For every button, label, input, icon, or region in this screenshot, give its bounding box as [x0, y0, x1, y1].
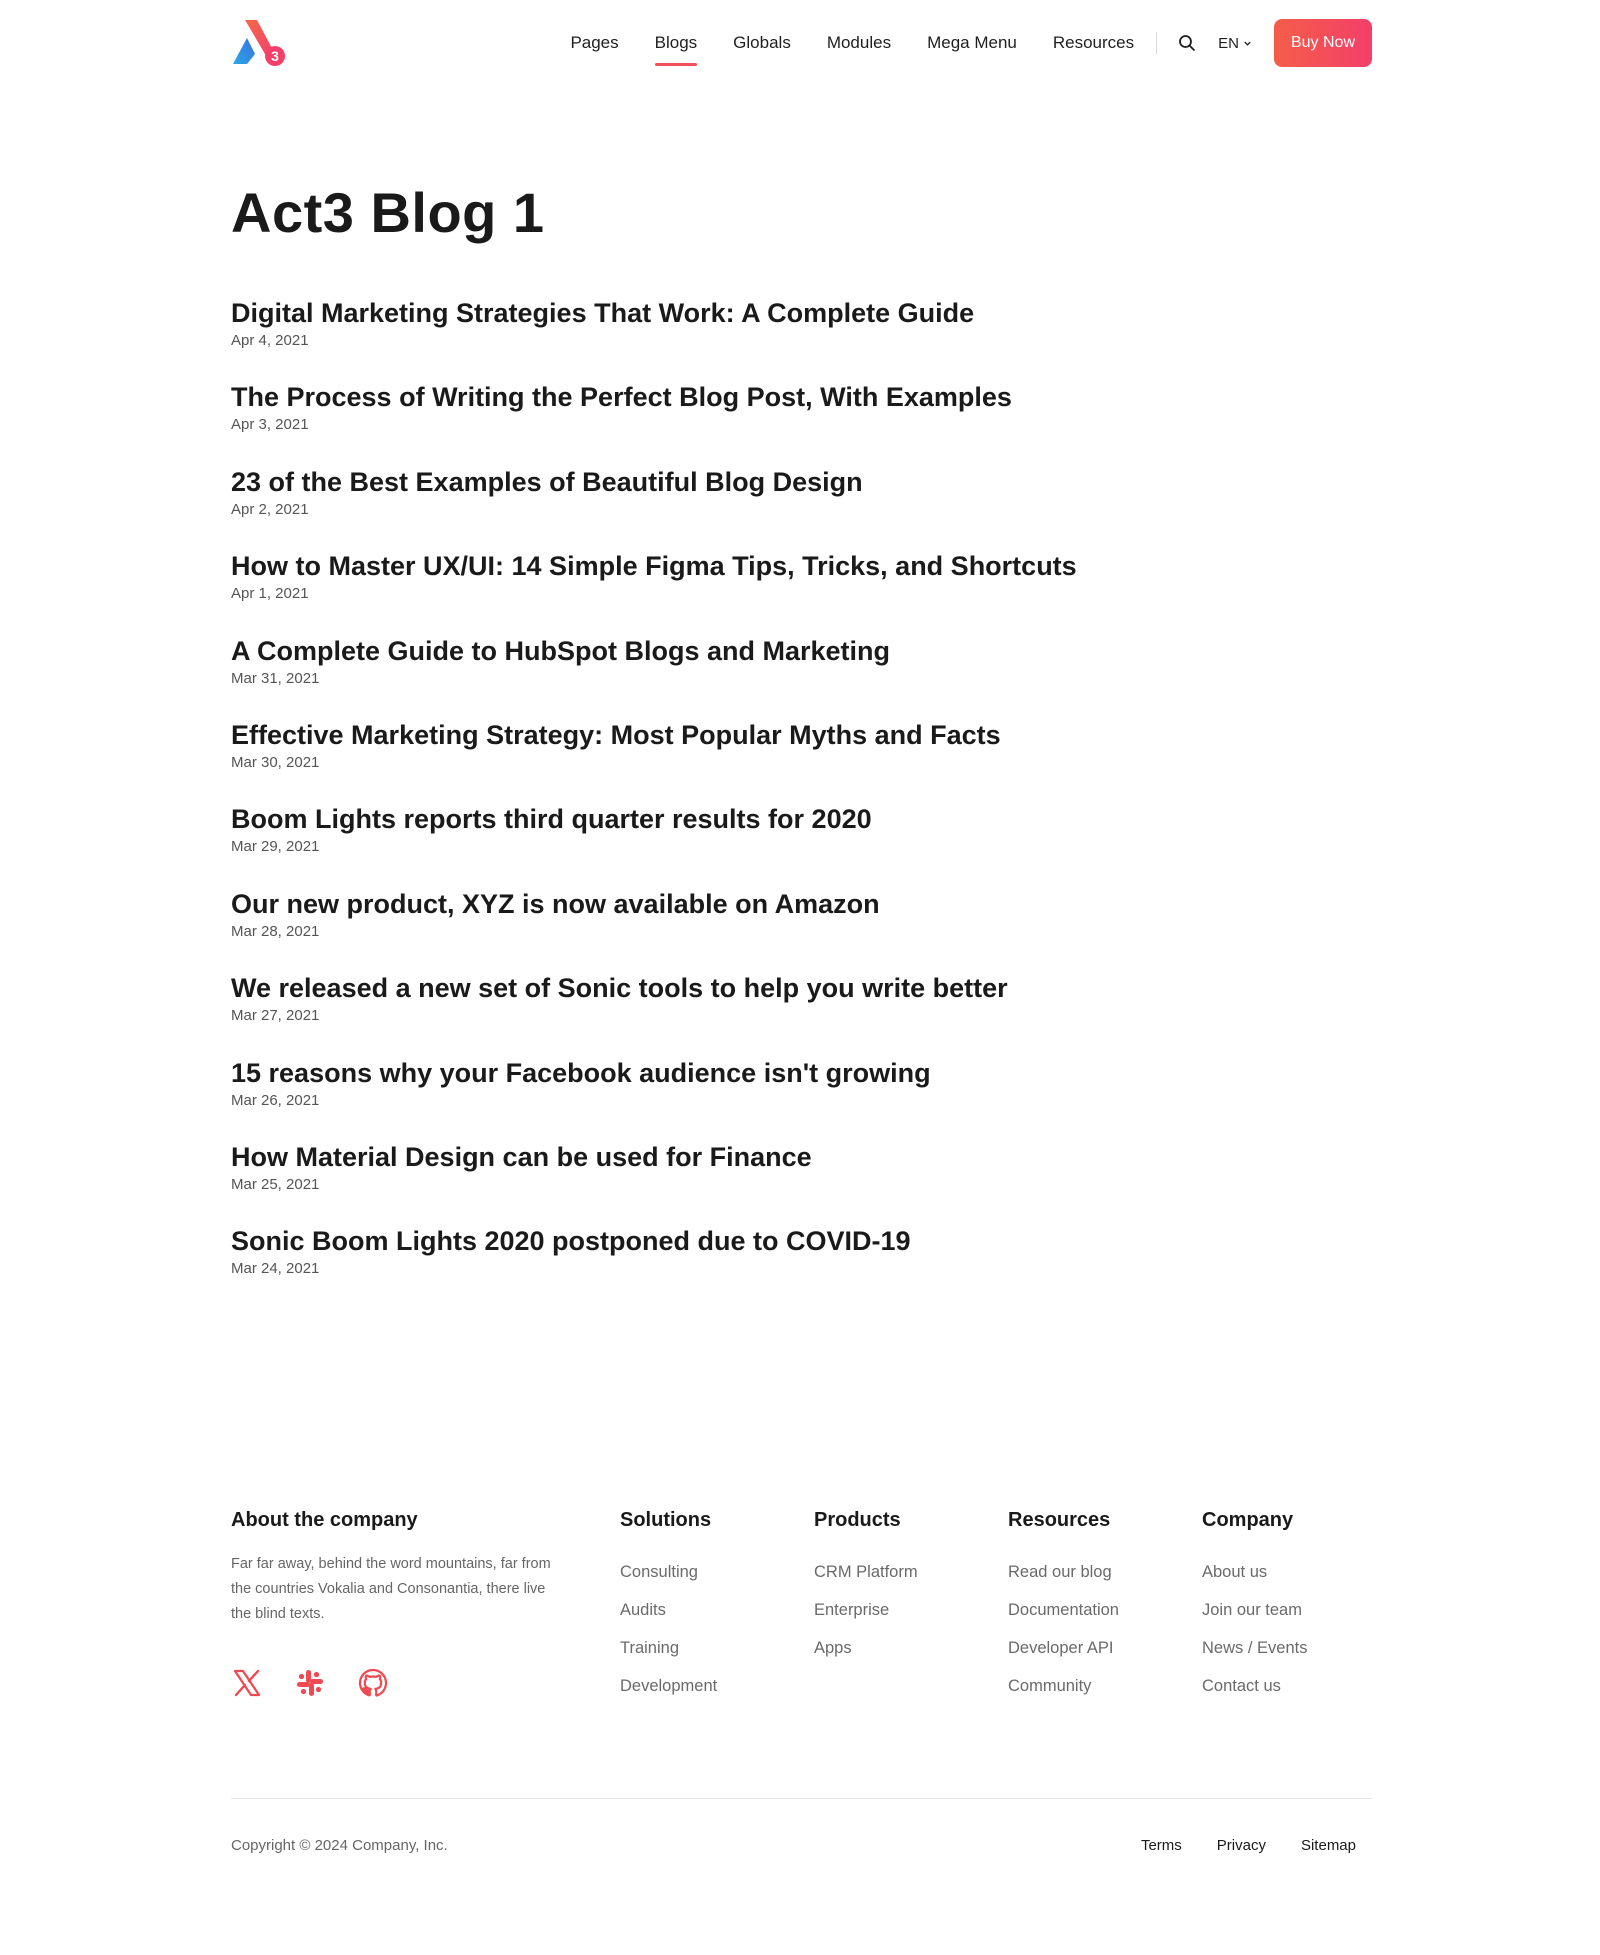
language-selector[interactable] — [1218, 35, 1252, 52]
chevron-down-icon — [1243, 39, 1252, 48]
blog-post-title-link[interactable]: Our new product, XYZ is now available on Amazon — [231, 888, 880, 919]
blog-post-list — [231, 296, 1372, 1309]
github-icon — [357, 1667, 389, 1699]
blog-post-title-link[interactable]: Effective Marketing Strategy: Most Popular Myths and Facts — [231, 719, 1001, 750]
nav-item-modules[interactable]: Modules — [826, 33, 892, 52]
legal-links — [1106, 1837, 1356, 1854]
privacy-link[interactable]: Privacy — [1216, 1836, 1266, 1854]
blog-post-date: Apr 4, 2021 — [231, 332, 309, 349]
blog-post-item — [231, 1224, 1372, 1308]
blog-post-title-link[interactable]: How Material Design can be used for Finance — [231, 1141, 812, 1172]
github-link[interactable] — [357, 1667, 389, 1699]
blog-post-date: Mar 30, 2021 — [231, 753, 320, 771]
nav-item-blogs[interactable]: Blogs — [655, 18, 698, 68]
footer-link-list — [620, 1553, 717, 1705]
footer-column-resources — [1008, 1500, 1119, 1705]
blog-post-date: Mar 28, 2021 — [231, 922, 320, 940]
x-link[interactable] — [231, 1667, 263, 1699]
copyright-text: Copyright © 2024 Company, Inc. — [231, 1836, 448, 1854]
nav-item-globals[interactable]: Globals — [733, 33, 791, 52]
blog-post-date: Mar 25, 2021 — [231, 1175, 320, 1193]
footer-column-heading: Products — [814, 1509, 901, 1531]
blog-post-item — [231, 634, 1372, 718]
footer-column-heading: Resources — [1008, 1509, 1111, 1531]
act3-logo-icon — [231, 18, 287, 68]
footer-link[interactable]: Enterprise — [814, 1601, 890, 1619]
nav-item-resources[interactable]: Resources — [1052, 33, 1135, 52]
footer-column-solutions — [620, 1500, 717, 1705]
nav-divider — [1156, 32, 1157, 54]
footer-column-products — [814, 1500, 918, 1667]
site-footer — [231, 1500, 1372, 1730]
blog-post-title-link[interactable]: How to Master UX/UI: 14 Simple Figma Tips, Tricks, and Shortcuts — [231, 551, 1077, 582]
buy-now-button[interactable]: Buy Now — [1274, 19, 1372, 67]
blog-post-date: Apr 1, 2021 — [231, 585, 309, 603]
footer-link[interactable]: Training — [620, 1639, 679, 1657]
search-icon — [1178, 34, 1196, 52]
nav-item-pages[interactable]: Pages — [570, 33, 619, 52]
footer-link[interactable]: Developer API — [1008, 1639, 1114, 1657]
footer-about-heading: About the company — [231, 1509, 418, 1531]
blog-post-title-link[interactable]: 15 reasons why your Facebook audience isn't growing — [231, 1057, 931, 1088]
social-links — [231, 1667, 551, 1699]
footer-link[interactable]: Apps — [814, 1639, 852, 1657]
logo-mark-text: 3 — [271, 48, 279, 64]
footer-link[interactable]: About us — [1202, 1563, 1268, 1581]
blog-post-title-link[interactable]: We released a new set of Sonic tools to help you write better — [231, 973, 1008, 1004]
footer-link[interactable]: Documentation — [1008, 1601, 1119, 1619]
blog-post-item — [231, 718, 1372, 802]
logo-link[interactable] — [231, 18, 287, 68]
footer-link[interactable]: Audits — [620, 1601, 666, 1619]
sitemap-link[interactable]: Sitemap — [1300, 1836, 1356, 1854]
footer-bottom-bar — [231, 1830, 1372, 1860]
blog-post-date: Mar 31, 2021 — [231, 669, 320, 687]
blog-post-date: Mar 29, 2021 — [231, 838, 320, 856]
site-header — [231, 18, 1372, 68]
blog-post-item — [231, 465, 1372, 549]
blog-post-title-link[interactable]: A Complete Guide to HubSpot Blogs and Marketing — [231, 635, 891, 666]
footer-column-company — [1202, 1500, 1307, 1705]
blog-post-date: Apr 3, 2021 — [231, 416, 309, 434]
footer-link[interactable]: Development — [620, 1677, 718, 1695]
blog-post-title-link[interactable]: Boom Lights reports third quarter results for 2020 — [231, 804, 872, 835]
blog-post-item — [231, 1140, 1372, 1224]
nav-item-mega-menu[interactable]: Mega Menu — [927, 33, 1017, 52]
main-nav — [570, 18, 1372, 68]
footer-link-list — [1008, 1553, 1119, 1705]
language-label: EN — [1218, 34, 1239, 52]
footer-link-list — [814, 1553, 918, 1667]
blog-post-title-link[interactable]: Digital Marketing Strategies That Work: A Complete Guide — [231, 298, 975, 328]
footer-link[interactable]: Consulting — [620, 1563, 698, 1581]
footer-column-heading: Company — [1202, 1509, 1294, 1531]
footer-link[interactable]: CRM Platform — [814, 1563, 918, 1581]
slack-link[interactable] — [294, 1667, 326, 1699]
blog-post-date: Mar 26, 2021 — [231, 1091, 320, 1109]
footer-link-list — [1202, 1553, 1307, 1705]
footer-link[interactable]: Community — [1008, 1677, 1092, 1695]
blog-post-item — [231, 549, 1372, 633]
blog-post-date: Mar 24, 2021 — [231, 1260, 320, 1278]
blog-post-title-link[interactable]: 23 of the Best Examples of Beautiful Blog Design — [231, 466, 863, 497]
footer-link[interactable]: Join our team — [1202, 1601, 1302, 1619]
footer-about — [231, 1500, 551, 1699]
search-button[interactable] — [1177, 33, 1197, 53]
blog-post-item — [231, 380, 1372, 464]
footer-column-heading: Solutions — [620, 1509, 712, 1531]
blog-post-item — [231, 1056, 1372, 1140]
footer-about-text: Far far away, behind the word mountains, far from the countries Vokalia and Consonantia, there live the blind texts. — [231, 1556, 551, 1622]
footer-link[interactable]: Read our blog — [1008, 1563, 1112, 1581]
footer-link[interactable]: News / Events — [1202, 1639, 1308, 1657]
slack-icon — [295, 1668, 325, 1698]
x-icon — [232, 1668, 262, 1698]
footer-divider — [231, 1798, 1372, 1799]
blog-post-item — [231, 802, 1372, 886]
terms-link[interactable]: Terms — [1140, 1836, 1182, 1854]
blog-post-title-link[interactable]: The Process of Writing the Perfect Blog Post, With Examples — [231, 382, 1012, 413]
blog-post-date: Apr 2, 2021 — [231, 500, 309, 518]
blog-post-date: Mar 27, 2021 — [231, 1007, 320, 1025]
blog-post-item — [231, 296, 1372, 380]
page-title: Act3 Blog 1 — [231, 181, 545, 244]
blog-post-item — [231, 971, 1372, 1055]
blog-post-title-link[interactable]: Sonic Boom Lights 2020 postponed due to COVID-19 — [231, 1226, 911, 1257]
blog-post-item — [231, 887, 1372, 971]
footer-link[interactable]: Contact us — [1202, 1677, 1281, 1695]
